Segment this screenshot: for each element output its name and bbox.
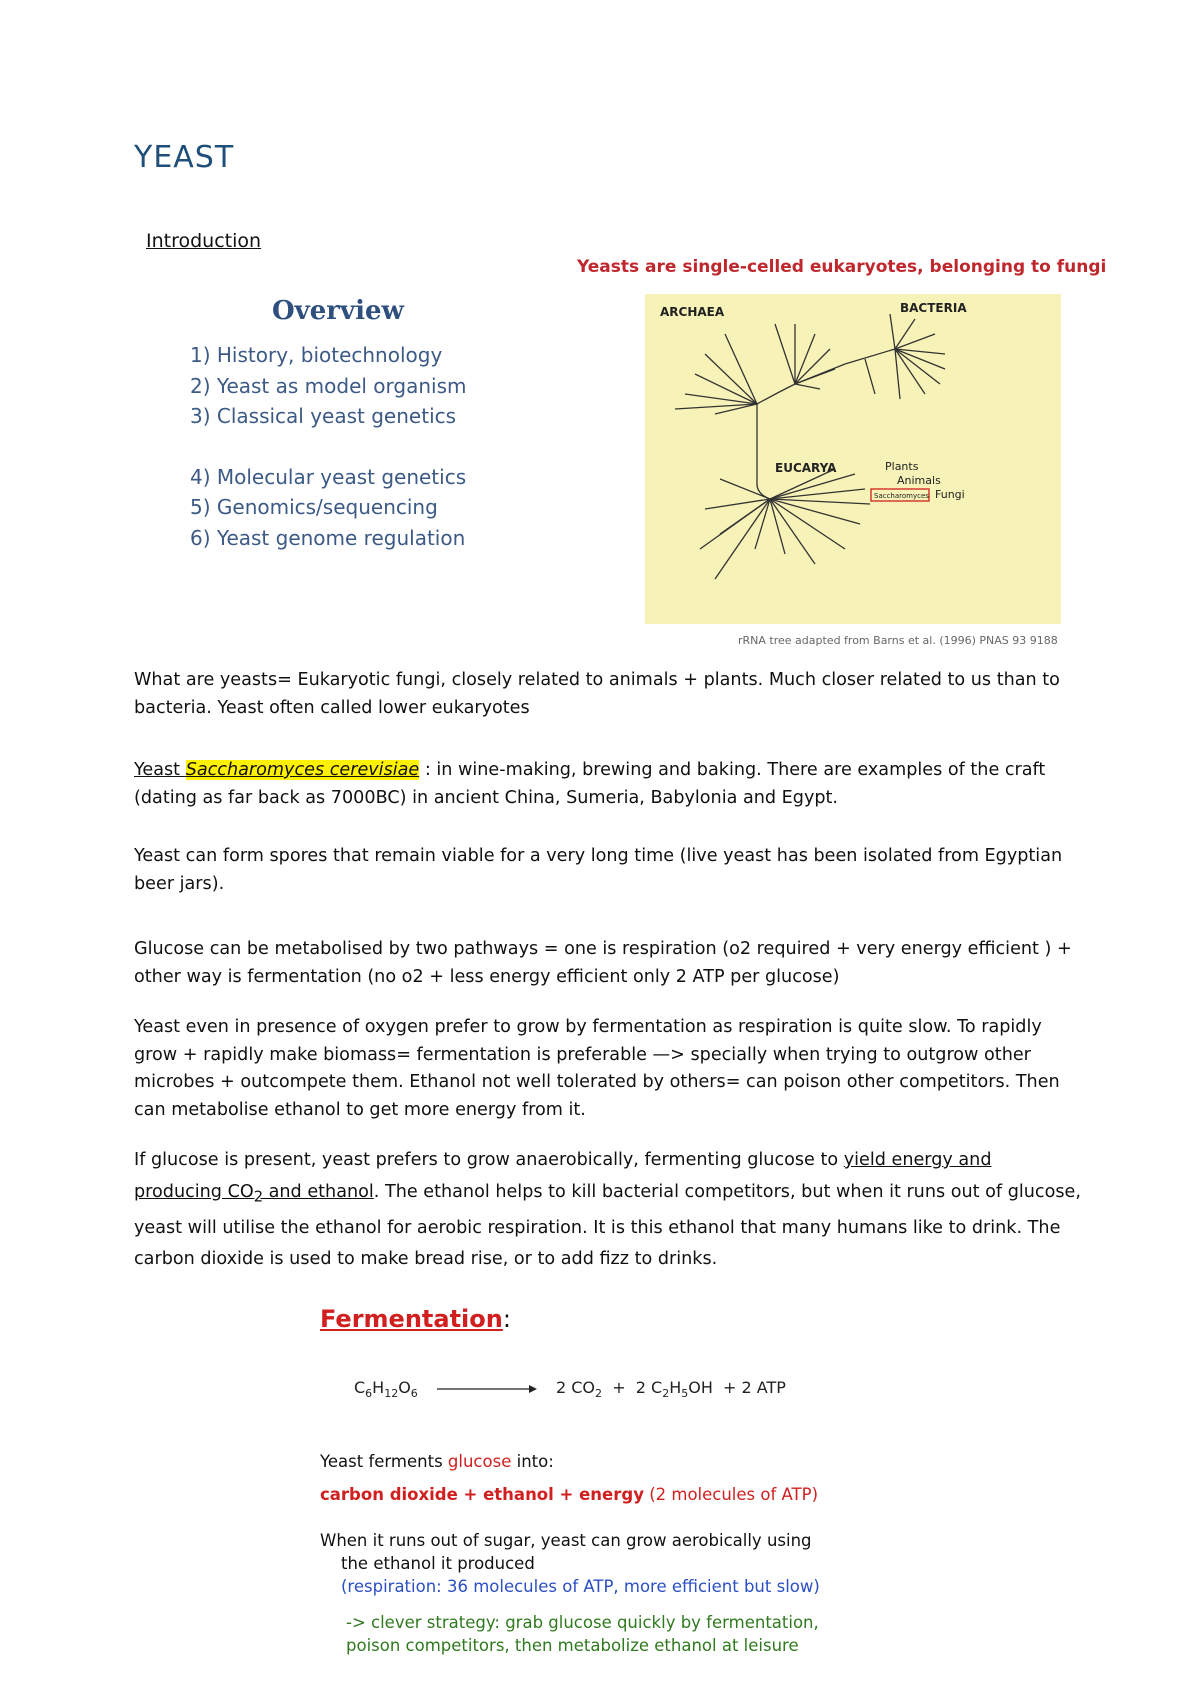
- paragraph-spores: Yeast can form spores that remain viable for a very long time (live yeast has been isolated from Egyptian beer jars).: [134, 846, 1063, 894]
- overview-item: 3) Classical yeast genetics: [190, 404, 457, 428]
- text-span: into:: [511, 1452, 554, 1471]
- text-span-products: carbon dioxide + ethanol + energy: [320, 1485, 644, 1504]
- paragraph-saccharomyces: [134, 757, 1084, 812]
- figure-reference: rRNA tree adapted from Barns et al. (1996) PNAS 93 9188: [738, 634, 1058, 647]
- text-span-glucose: glucose: [447, 1452, 512, 1471]
- saccharomyces-label: Saccharomyces: [874, 492, 929, 500]
- fermentation-heading-text: Fermentation: [320, 1305, 503, 1333]
- ferment-line-2: [320, 1485, 818, 1504]
- archaea-label: ARCHAEA: [660, 305, 725, 319]
- ferment-line-6: -> clever strategy: grab glucose quickly by fermentation,: [346, 1613, 819, 1632]
- text-span: Yeast: [134, 760, 186, 780]
- reaction-arrow-icon: [437, 1382, 537, 1396]
- overview-title: Overview: [272, 296, 404, 326]
- animals-label: Animals: [897, 474, 941, 487]
- figure-caption: Yeasts are single-celled eukaryotes, belonging to fungi: [577, 257, 1107, 277]
- overview-item: 5) Genomics/sequencing: [190, 495, 438, 519]
- ferment-line-5: (respiration: 36 molecules of ATP, more efficient but slow): [341, 1577, 820, 1596]
- phylogenetic-tree-figure: [645, 294, 1061, 624]
- subscript: 2: [253, 1188, 264, 1206]
- eucarya-label: EUCARYA: [775, 461, 837, 475]
- fermentation-heading-colon: :: [502, 1305, 511, 1333]
- fermentation-equation: [354, 1378, 786, 1400]
- ferment-line-1: [320, 1452, 554, 1471]
- section-heading-introduction: Introduction: [146, 230, 262, 252]
- ferment-line-3: When it runs out of sugar, yeast can grow aerobically using: [320, 1531, 812, 1550]
- tree-diagram: [645, 294, 1061, 624]
- plants-label: Plants: [885, 460, 919, 473]
- document-title: YEAST: [134, 140, 235, 175]
- paragraph-glucose-pathways: Glucose can be metabolised by two pathways = one is respiration (o2 required + very energy efficient ) + other way is fermentation (no o2 + less energy efficient only 2 ATP per glucose): [134, 939, 1072, 987]
- overview-item: 2) Yeast as model organism: [190, 373, 467, 398]
- text-span-underlined: yield energy and: [843, 1150, 992, 1170]
- text-span: . The ethanol helps to kill bacterial competitors, but when it runs out of glucose, yeast will utilise the ethanol for aerobic respiration. It is this ethanol that many humans like to drink. The carbon dioxide is used to make bread rise, or to add fizz to drinks.: [134, 1181, 1081, 1270]
- equation-reactant: $C_6H_{12}O_6$: [354, 1378, 418, 1401]
- overview-item: 4) Molecular yeast genetics: [190, 464, 467, 489]
- paragraph-fermentation-preference: Yeast even in presence of oxygen prefer to grow by fermentation as respiration is quite slow. To rapidly grow + rapidly make biomass= fermentation is preferable —> specially when trying to outgrow other microbes + outcompete them. Ethanol not well tolerated by others= can poison other competitors. Then can metabolise ethanol to get more energy from it.: [134, 1017, 1060, 1120]
- text-span: producing CO: [134, 1181, 254, 1202]
- text-span: and ethanol: [263, 1181, 374, 1202]
- ferment-line-7: poison competitors, then metabolize ethanol at leisure: [346, 1636, 799, 1655]
- bacteria-label: BACTERIA: [900, 301, 967, 315]
- overview-list: [190, 340, 466, 553]
- text-span-atp: (2 molecules of ATP): [643, 1485, 819, 1504]
- text-span: : in wine-making, brewing and baking. There are examples of the craft (dating as far back as 7000BC) in ancient China, Sumeria, Babylonia and Egypt.: [134, 760, 1046, 808]
- paragraph-what-are-yeasts: What are yeasts= Eukaryotic fungi, closely related to animals + plants. Much closer related to us than to bacteria. Yeast often called lower eukaryotes: [134, 670, 1060, 718]
- fungi-label: Fungi: [935, 488, 965, 501]
- overview-item: 1) History, biotechnology: [190, 343, 443, 367]
- text-span: Yeast ferments: [320, 1452, 448, 1471]
- equation-products: 2 $CO_2 + 2$ $C_2H_5OH + 2$ ATP: [555, 1378, 786, 1401]
- text-span: If glucose is present, yeast prefers to grow anaerobically, fermenting glucose to: [134, 1150, 844, 1170]
- overview-item: 6) Yeast genome regulation: [190, 525, 466, 550]
- species-name-highlight: Saccharomyces cerevisiae: [185, 760, 420, 780]
- fermentation-heading: [320, 1305, 511, 1333]
- paragraph-glucose-present: [134, 1145, 1084, 1276]
- ferment-line-4: the ethanol it produced: [341, 1554, 535, 1573]
- text-span-underlined: [134, 1181, 374, 1206]
